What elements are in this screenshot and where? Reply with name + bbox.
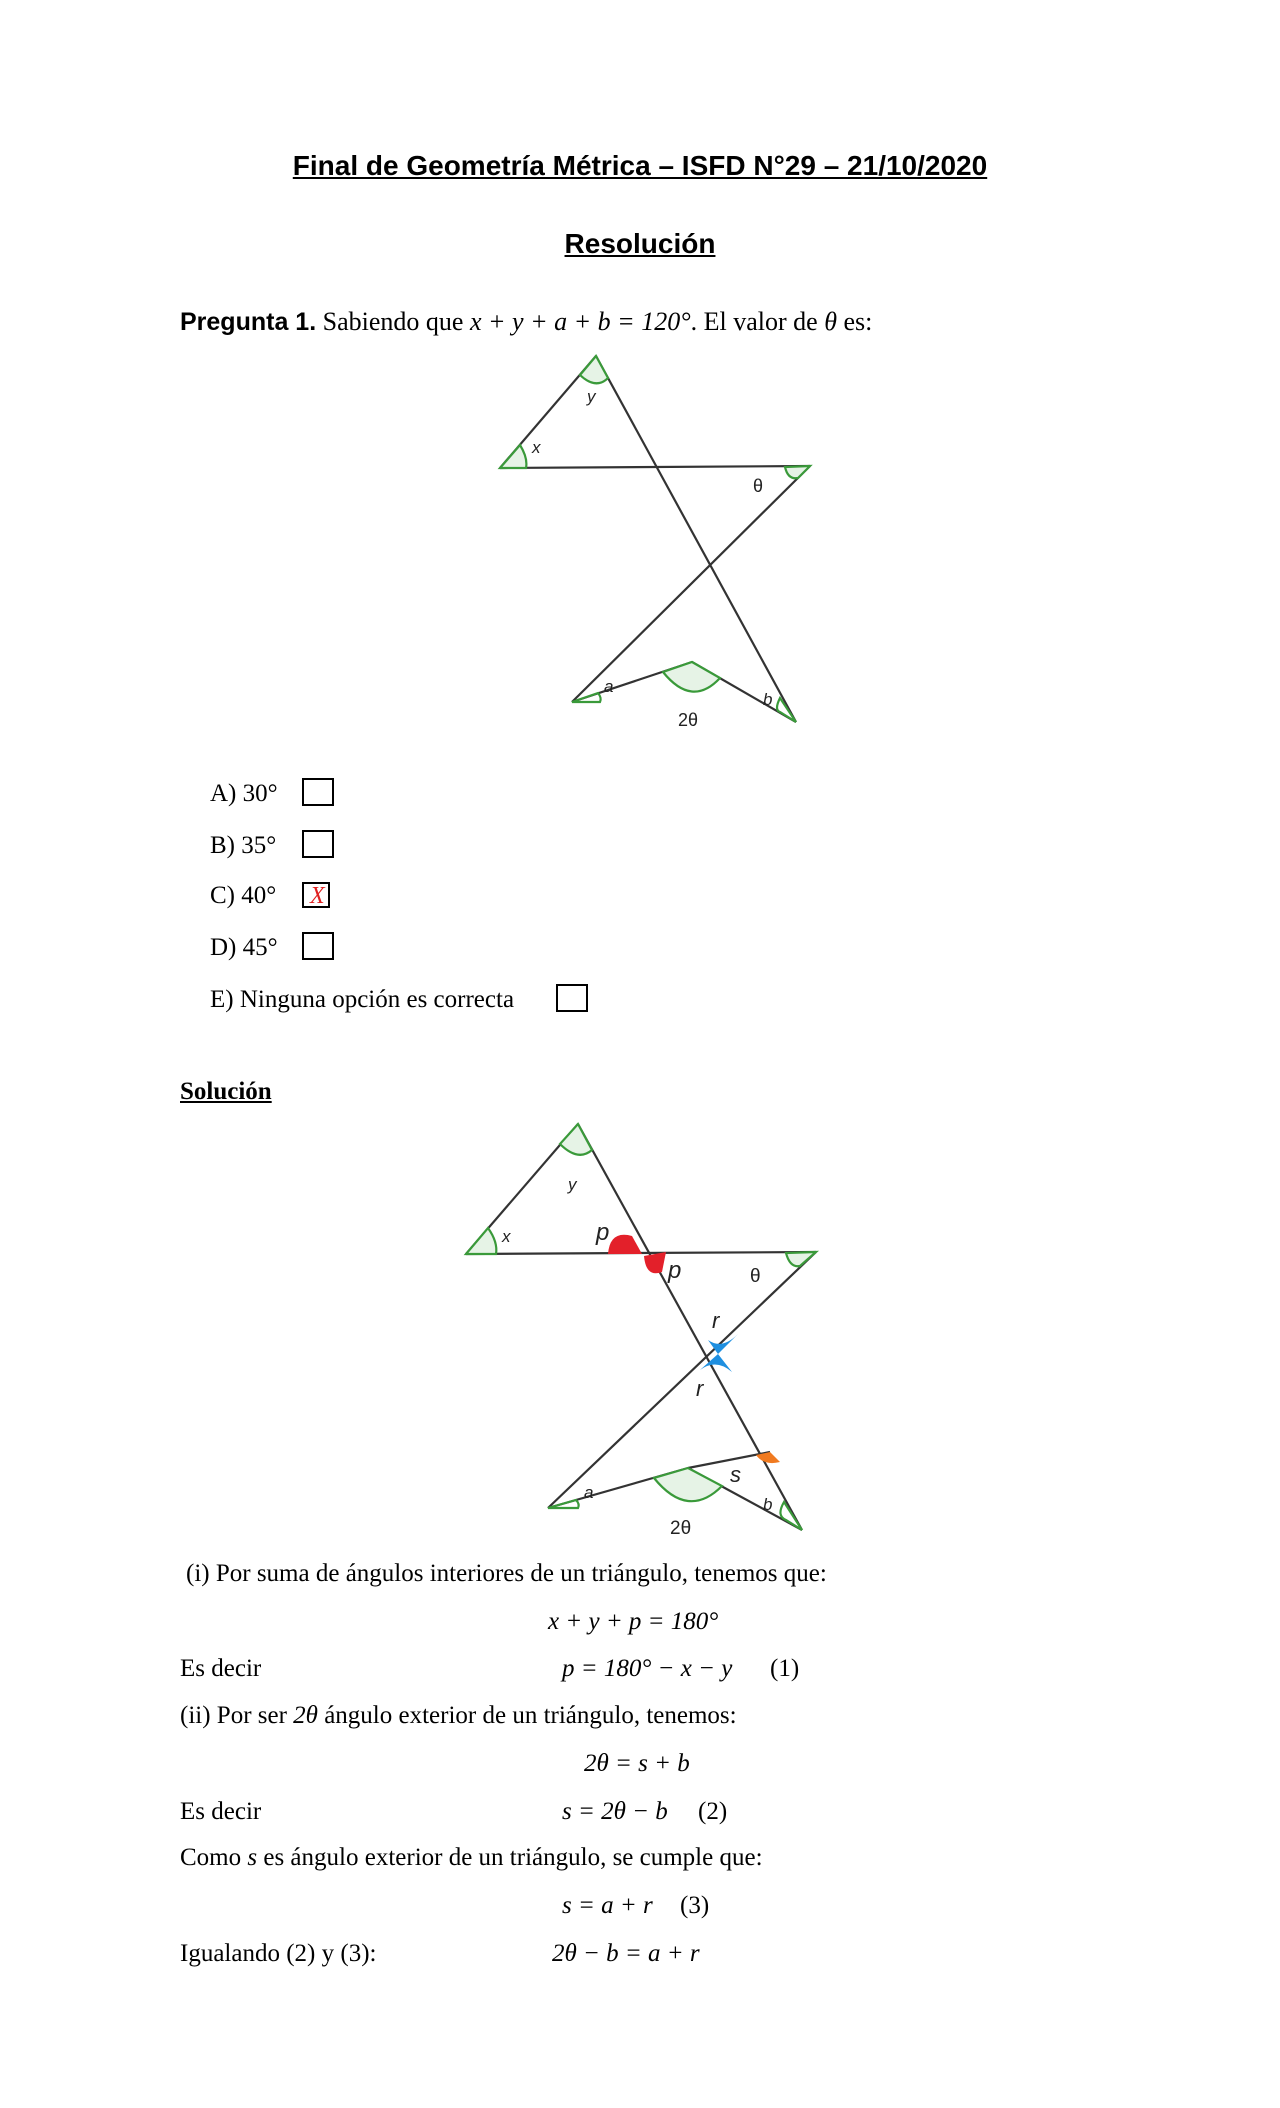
equation-6: 2θ − b = a + r [552,1940,700,1967]
fig1-label-2theta: 2θ [678,710,699,730]
figure-1-diagram [480,350,830,730]
question-text-post: . El valor de [690,307,818,336]
option-c-checkbox[interactable] [302,882,330,908]
fig2-line-aux [688,1452,770,1468]
fig2-label-p-top: p [596,1219,610,1246]
option-a-checkbox[interactable] [302,778,334,806]
option-a-label: A) 30° [210,780,278,807]
fig1-label-theta: θ [753,476,764,496]
fig1-arc-2theta [663,662,720,692]
es-decir-1: Es decir [180,1655,262,1682]
fig1-arc-x [500,445,526,468]
solution-step-3-post: es ángulo exterior de un triángulo, se cumple que: [263,1844,763,1871]
question-label: Pregunta 1. [180,308,317,336]
option-b-label: B) 35° [210,832,277,859]
fig2-arc-theta [786,1252,816,1266]
equation-2: p = 180° − x − y [562,1655,733,1682]
fig1-label-y: y [587,387,596,406]
fig1-line-horizontal [500,466,810,468]
question-unknown: θ [824,307,837,336]
equation-5-number: (3) [680,1892,710,1919]
option-b-checkbox[interactable] [302,830,334,858]
fig2-label-b: b [763,1495,773,1514]
option-e-checkbox[interactable] [556,984,588,1012]
question-text-pre: Sabiendo que [322,307,464,336]
fig2-label-x: x [502,1227,511,1246]
option-e-label: E) Ninguna opción es correcta [210,986,515,1013]
fig1-label-a: a [604,677,614,696]
fig2-angle-p-top [608,1235,642,1254]
option-c-x-mark: X [310,883,325,909]
solution-step-3 [180,1844,763,1872]
fig1-arc-theta [785,466,810,478]
solution-heading: Solución [180,1078,272,1105]
equation-5: s = a + r [562,1892,653,1919]
igualando-label: Igualando (2) y (3): [180,1940,377,1967]
solution-step-3-pre: Como [180,1844,242,1871]
es-decir-2: Es decir [180,1798,262,1825]
solution-step-1: (i) Por suma de ángulos interiores de un triángulo, tenemos que: [186,1560,827,1587]
fig1-arc-b [777,698,796,722]
equation-3: 2θ = s + b [584,1750,690,1777]
fig2-angle-p-bottom [644,1252,666,1273]
solution-step-2 [180,1702,737,1730]
fig2-label-p-bottom: p [668,1257,682,1284]
fig2-label-r-top: r [712,1308,720,1333]
fig2-label-s: s [730,1462,741,1487]
equation-4: s = 2θ − b [562,1798,668,1825]
fig2-label-2theta: 2θ [670,1518,692,1538]
fig2-arc-x [466,1228,496,1254]
solution-step-2-angle: 2θ [293,1702,318,1729]
question-line [180,307,872,337]
option-d-checkbox[interactable] [302,932,334,960]
fig2-label-a: a [584,1483,594,1502]
fig1-label-b: b [763,690,773,709]
fig2-label-y: y [568,1175,577,1194]
document-title: Final de Geometría Métrica – ISFD N°29 – 21/10/2020 [292,150,988,181]
document-subtitle: Resolución [564,228,716,259]
question-text-end: es: [843,307,873,336]
option-d-label: D) 45° [210,934,278,961]
equation-4-number: (2) [698,1798,728,1825]
question-condition: x + y + a + b = 120° [469,307,691,336]
figure-2-diagram [460,1118,820,1538]
fig2-label-r-bottom: r [696,1376,704,1401]
solution-step-2-post: ángulo exterior de un triángulo, tenemos: [324,1702,737,1729]
fig1-label-x: x [532,438,541,457]
equation-2-number: (1) [770,1655,800,1682]
solution-step-2-pre: (ii) Por ser [180,1702,287,1729]
fig1-arc-y [580,356,608,383]
solution-step-3-var: s [247,1844,258,1871]
equation-1: x + y + p = 180° [548,1608,719,1635]
option-c-label: C) 40° [210,882,277,909]
fig2-arc-y [560,1124,592,1155]
fig2-arc-2theta [654,1468,722,1501]
fig2-label-theta: θ [750,1266,761,1287]
fig2-arc-b [780,1502,802,1530]
